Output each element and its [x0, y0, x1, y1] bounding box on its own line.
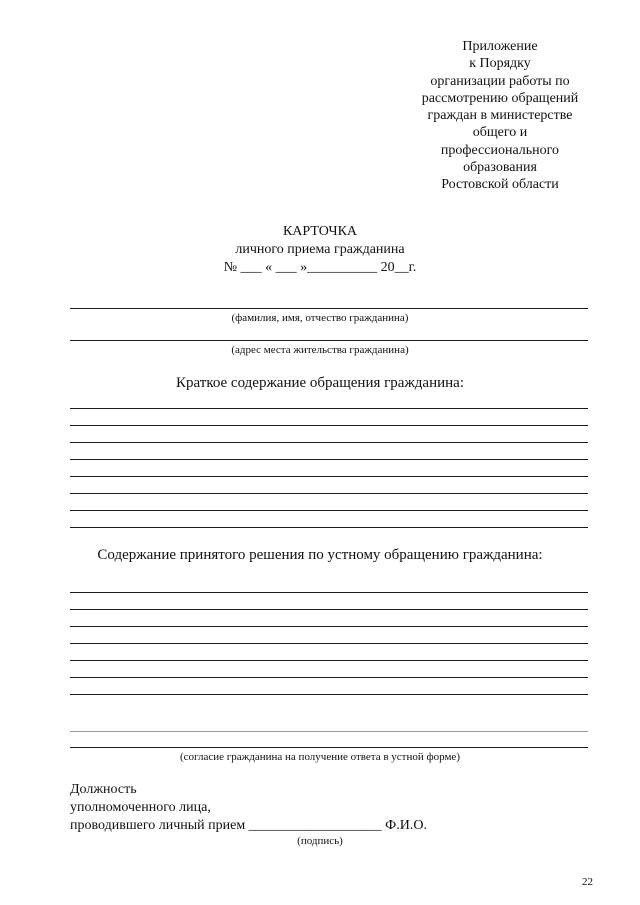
card-subtitle: личного приема гражданина: [235, 242, 405, 257]
decision-line[interactable]: [70, 626, 588, 627]
appendix-line: Приложение: [462, 39, 538, 54]
summary-line[interactable]: [70, 459, 588, 460]
summary-line[interactable]: [70, 510, 588, 511]
decision-line[interactable]: [70, 643, 588, 644]
summary-heading: Краткое содержание обращения гражданина:: [175, 375, 465, 391]
appendix-line: граждан в министерстве: [427, 108, 573, 124]
card-number-date: № ___ « ___ »__________ 20__г.: [223, 260, 417, 275]
address-caption: (адрес места жительства гражданина): [231, 344, 409, 356]
signature-caption: (подпись): [297, 835, 343, 847]
signature-position-line2: уполномоченного лица,: [70, 800, 211, 815]
decision-line[interactable]: [70, 694, 588, 695]
appendix-line: организации работы по: [430, 73, 570, 89]
summary-line[interactable]: [70, 425, 588, 426]
decision-heading: Содержание принятого решения по устному обращению гражданина:: [97, 547, 543, 563]
appendix-line: профессионального: [440, 142, 560, 158]
fio-field-line[interactable]: [70, 308, 588, 309]
decision-line[interactable]: [70, 609, 588, 610]
consent-caption: (согласие гражданина на получение ответа в устной форме): [180, 751, 460, 763]
summary-line[interactable]: [70, 493, 588, 494]
summary-line[interactable]: [70, 442, 588, 443]
consent-field-line[interactable]: [70, 747, 588, 748]
page-number: 22: [582, 876, 593, 888]
decision-line[interactable]: [70, 677, 588, 678]
summary-line[interactable]: [70, 408, 588, 409]
signature-position-line1: Должность: [70, 782, 137, 797]
summary-line[interactable]: [70, 527, 588, 528]
appendix-line: образования: [463, 160, 537, 176]
signature-position-line3: проводившего личный прием ___________________ Ф.И.О.: [70, 818, 427, 833]
summary-line[interactable]: [70, 476, 588, 477]
address-field-line[interactable]: [70, 340, 588, 341]
consent-extra-line[interactable]: [70, 731, 588, 732]
appendix-note: [410, 38, 590, 194]
decision-line[interactable]: [70, 592, 588, 593]
appendix-line: общего и: [472, 125, 528, 141]
appendix-line: Ростовской области: [441, 177, 559, 193]
fio-caption: (фамилия, имя, отчество гражданина): [231, 312, 409, 324]
appendix-line: рассмотрению обращений: [421, 90, 579, 106]
appendix-line: к Порядку: [469, 56, 531, 72]
decision-line[interactable]: [70, 660, 588, 661]
card-title: КАРТОЧКА: [282, 224, 358, 239]
